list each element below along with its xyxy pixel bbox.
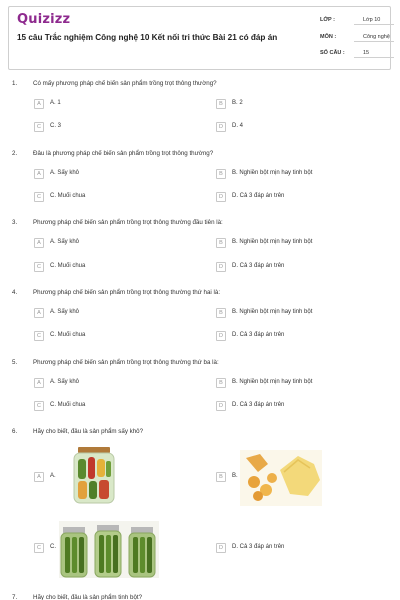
option-letter-box: A <box>34 472 44 482</box>
question-text: Phương pháp chế biến sản phẩm trồng trọt thông thường thứ ba là: <box>33 359 219 366</box>
option-letter-box: C <box>34 401 44 411</box>
option-text: B. Nghiền bột mịn hay tinh bột <box>232 379 313 385</box>
option-letter-box: B <box>216 378 226 388</box>
option-letter-box: B <box>216 308 226 318</box>
count-label: SỐ CÂU : <box>320 50 345 56</box>
question-number: 1. <box>12 80 18 87</box>
option-letter-box: D <box>216 331 226 341</box>
class-label: LỚP : <box>320 17 335 23</box>
option-text: A. 1 <box>50 100 61 106</box>
question-text: Phương pháp chế biến sản phẩm trồng trọt thông thường thứ hai là: <box>33 289 221 296</box>
question-number: 3. <box>12 219 18 226</box>
option-letter-box: C <box>34 192 44 202</box>
option-text: D. Cả 3 đáp án trên <box>232 193 285 199</box>
option-text: B. Nghiền bột mịn hay tinh bột <box>232 170 313 176</box>
question-number: 5. <box>12 359 18 366</box>
subject-label: MÔN : <box>320 34 337 40</box>
pickled-vegetables-jar-image <box>70 447 118 504</box>
worksheet-header <box>8 6 391 70</box>
class-value: Lớp 10 <box>354 17 394 25</box>
option-text: B. <box>232 473 238 479</box>
option-letter-box: C <box>34 543 44 553</box>
option-text: B. Nghiền bột mịn hay tinh bột <box>232 309 313 315</box>
option-text: C. Muối chua <box>50 402 86 408</box>
option-text: B. 2 <box>232 100 243 106</box>
pickled-cucumber-jars-image <box>59 521 159 578</box>
option-letter-box: D <box>216 543 226 553</box>
option-text: B. Nghiền bột mịn hay tinh bột <box>232 239 313 245</box>
question-number: 6. <box>12 428 18 435</box>
option-letter-box: C <box>34 122 44 132</box>
subject-value: Công nghệ <box>354 34 394 42</box>
option-text: A. Sấy khô <box>50 239 80 245</box>
option-letter-box: C <box>34 331 44 341</box>
option-text: C. 3 <box>50 123 62 129</box>
option-text: C. Muối chua <box>50 332 86 338</box>
option-letter-box: A <box>34 308 44 318</box>
question-number: 2. <box>12 150 18 157</box>
question-text: Có mấy phương pháp chế biến sản phẩm trồng trọt thông thường? <box>33 80 217 87</box>
option-letter-box: D <box>216 262 226 272</box>
option-letter-box: D <box>216 192 226 202</box>
option-letter-box: B <box>216 472 226 482</box>
option-text: A. Sấy khô <box>50 170 80 176</box>
option-letter-box: A <box>34 99 44 109</box>
count-value: 15 <box>354 50 394 58</box>
question-number: 4. <box>12 289 18 296</box>
worksheet-title: 15 câu Trắc nghiệm Công nghệ 10 Kết nối tri thức Bài 21 có đáp án <box>17 33 278 42</box>
option-text: A. Sấy khô <box>50 309 80 315</box>
option-text: A. <box>50 473 56 479</box>
option-letter-box: D <box>216 401 226 411</box>
question-text: Phương pháp chế biến sản phẩm trồng trọt thông thường đầu tiên là: <box>33 219 223 226</box>
option-text: D. Cả 3 đáp án trên <box>232 332 285 338</box>
option-letter-box: B <box>216 238 226 248</box>
option-letter-box: A <box>34 169 44 179</box>
option-letter-box: C <box>34 262 44 272</box>
question-text: Hãy cho biết, đâu là sản phẩm sấy khô? <box>33 428 144 435</box>
option-letter-box: A <box>34 238 44 248</box>
quizizz-logo: Quizizz <box>17 12 71 27</box>
option-text: D. 4 <box>232 123 244 129</box>
option-letter-box: B <box>216 169 226 179</box>
question-number: 7. <box>12 594 18 600</box>
option-text: A. Sấy khô <box>50 379 80 385</box>
question-text: Hãy cho biết, đâu là sản phẩm tinh bột? <box>33 594 143 600</box>
option-letter-box: A <box>34 378 44 388</box>
option-text: D. Cả 3 đáp án trên <box>232 263 285 269</box>
option-text: D. Cả 3 đáp án trên <box>232 544 285 550</box>
option-letter-box: D <box>216 122 226 132</box>
option-letter-box: B <box>216 99 226 109</box>
option-text: C. <box>50 544 56 550</box>
question-text: Đâu là phương pháp chế biến sản phẩm trồng trọt thông thường? <box>33 150 214 157</box>
dried-fruit-image <box>240 450 322 506</box>
option-text: C. Muối chua <box>50 263 86 269</box>
option-text: D. Cả 3 đáp án trên <box>232 402 285 408</box>
option-text: C. Muối chua <box>50 193 86 199</box>
